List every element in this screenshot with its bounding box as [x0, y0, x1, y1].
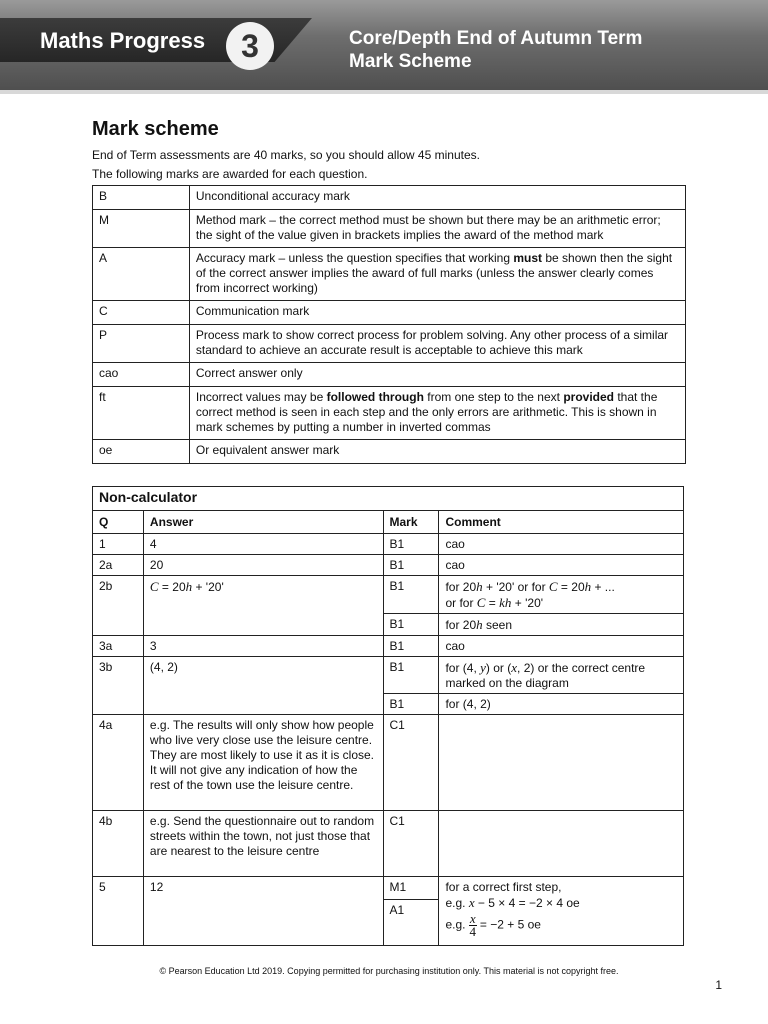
- intro-line-2: The following marks are awarded for each question.: [92, 167, 368, 181]
- mark-description: [189, 387, 685, 440]
- math-text: − 5 × 4 = −2 × 4 oe: [474, 896, 580, 910]
- math-text: + '20': [511, 596, 544, 610]
- mark-type-row: [93, 186, 686, 210]
- comment-line: [445, 579, 677, 595]
- mark-description: Unconditional accuracy mark: [189, 186, 685, 210]
- desc-text: be shown then the sight of the correct answer implies the award of full marks (unless the answer clearly comes from incorrect working): [195, 251, 673, 295]
- fraction-denominator: 4: [469, 924, 476, 939]
- math-text: ) or (: [485, 661, 512, 675]
- section-title-row: [93, 487, 684, 511]
- col-header-answer: Answer: [143, 511, 383, 534]
- cell-mark: M1: [383, 877, 439, 900]
- math-text: + ...: [591, 580, 615, 594]
- math-var: kh: [499, 595, 512, 610]
- col-header-comment: Comment: [439, 511, 684, 534]
- cell-q: 4b: [93, 811, 144, 877]
- math-text: = 20: [557, 580, 585, 594]
- page-number: 1: [715, 978, 722, 992]
- desc-bold: provided: [563, 390, 614, 404]
- math-var: h: [584, 579, 592, 594]
- math-var: h: [185, 579, 193, 594]
- cell-mark: B1: [383, 614, 439, 636]
- brand-title: Maths Progress: [40, 28, 206, 53]
- cell-mark: C1: [383, 811, 439, 877]
- comment-line: for a correct first step,: [445, 880, 562, 894]
- header-divider: [0, 90, 768, 94]
- mark-description: Communication mark: [189, 301, 685, 325]
- cell-comment: [439, 657, 684, 694]
- copyright-footer: © Pearson Education Ltd 2019. Copying permitted for purchasing institution only. This material is not copyright free.: [159, 966, 619, 976]
- cell-mark: B1: [383, 694, 439, 715]
- table-row: [93, 877, 684, 900]
- table-row: [93, 534, 684, 555]
- math-var: x: [468, 895, 475, 910]
- table-row: [93, 715, 684, 811]
- mark-code: M: [93, 210, 190, 248]
- mark-description: Process mark to show correct process for problem solving. Any other process of a similar standard to achieve an accurate result is acceptable to achieve this mark: [189, 325, 685, 363]
- mark-types-table: [92, 185, 686, 464]
- math-var: C: [476, 595, 486, 610]
- cell-comment: cao: [439, 534, 684, 555]
- table-row: [93, 555, 684, 576]
- math-text: e.g.: [445, 896, 469, 910]
- cell-comment: cao: [439, 555, 684, 576]
- math-text: + '20': [192, 580, 224, 594]
- fraction: [469, 913, 477, 938]
- math-text: =: [485, 596, 500, 610]
- intro-line-1: End of Term assessments are 40 marks, so you should allow 45 minutes.: [92, 148, 480, 162]
- cell-comment: [439, 614, 684, 636]
- cell-q: 2b: [93, 576, 144, 636]
- cell-answer: 12: [143, 877, 383, 946]
- mark-description: [189, 248, 685, 301]
- col-header-q: Q: [93, 511, 144, 534]
- noncalculator-table: [92, 486, 684, 946]
- cell-answer: e.g. Send the questionnaire out to random streets within the town, not just those that are nearest to the leisure centre: [143, 811, 383, 877]
- math-text: , 2) or the correct centre marked on the diagram: [445, 661, 646, 690]
- math-text: or for: [445, 596, 477, 610]
- math-text: = −2 + 5 oe: [476, 917, 541, 932]
- math-var: h: [476, 579, 483, 594]
- table-row: [93, 636, 684, 657]
- comment-line: [445, 895, 677, 911]
- mark-type-row: [93, 387, 686, 440]
- mark-type-row: [93, 363, 686, 387]
- desc-text: Accuracy mark – unless the question specifies that working: [195, 251, 514, 265]
- math-var: y: [480, 660, 486, 675]
- math-text: for 20: [445, 618, 477, 632]
- cell-mark: B1: [383, 555, 439, 576]
- cell-answer: e.g. The results will only show how people who live very close use the leisure centre. They are most likely to use it as it is close. It will not give any indication of how the rest of the town use the leisure centre.: [143, 715, 383, 811]
- math-var: x: [511, 660, 518, 675]
- title-line-2: Mark Scheme: [349, 51, 472, 72]
- book-number-badge: 3: [226, 22, 274, 70]
- mark-description: Method mark – the correct method must be shown but there may be an arithmetic error; the sight of the value given in brackets implies the award of the method mark: [189, 210, 685, 248]
- title-line-1: Core/Depth End of Autumn Term: [349, 28, 643, 49]
- desc-bold: followed through: [326, 390, 424, 404]
- comment-line: [445, 595, 677, 611]
- cell-mark: B1: [383, 576, 439, 614]
- math-text: + '20' or for: [482, 580, 549, 594]
- math-var: h: [476, 617, 483, 632]
- mark-code: ft: [93, 387, 190, 440]
- math-var: C: [149, 579, 159, 594]
- mark-type-row: [93, 440, 686, 464]
- document-title: [349, 27, 642, 73]
- cell-q: 1: [93, 534, 144, 555]
- table-row: [93, 657, 684, 694]
- math-text: for (4,: [445, 661, 481, 675]
- cell-q: 3a: [93, 636, 144, 657]
- mark-type-row: [93, 301, 686, 325]
- table-row: [93, 811, 684, 877]
- cell-comment: for (4, 2): [439, 694, 684, 715]
- cell-q: 4a: [93, 715, 144, 811]
- cell-mark: B1: [383, 657, 439, 694]
- page-header: [0, 0, 768, 90]
- cell-mark: B1: [383, 636, 439, 657]
- mark-code: cao: [93, 363, 190, 387]
- cell-q: 3b: [93, 657, 144, 715]
- mark-description: Or equivalent answer mark: [189, 440, 685, 464]
- mark-code: P: [93, 325, 190, 363]
- mark-description: Correct answer only: [189, 363, 685, 387]
- mark-type-row: [93, 325, 686, 363]
- fraction-numerator: x: [469, 911, 476, 926]
- col-header-mark: Mark: [383, 511, 439, 534]
- cell-comment: [439, 715, 684, 811]
- cell-answer: (4, 2): [143, 657, 383, 715]
- cell-comment: [439, 576, 684, 614]
- cell-q: 2a: [93, 555, 144, 576]
- section-title: Non-calculator: [93, 487, 684, 511]
- cell-answer: 20: [143, 555, 383, 576]
- math-text: seen: [482, 618, 512, 632]
- math-text: for 20: [445, 580, 477, 594]
- cell-answer: 4: [143, 534, 383, 555]
- desc-bold: must: [513, 251, 543, 265]
- math-text: e.g.: [445, 917, 469, 932]
- table-row: [93, 576, 684, 614]
- desc-text: Incorrect values may be: [195, 390, 327, 404]
- cell-comment: [439, 811, 684, 877]
- cell-answer: [143, 576, 383, 636]
- header-row: [93, 511, 684, 534]
- desc-text: that the correct method is seen in each step and the only errors are arithmetic. This is shown in mark schemes by putting a number in inverted commas: [195, 390, 658, 434]
- mark-code: B: [93, 186, 190, 210]
- mark-type-row: [93, 248, 686, 301]
- mark-code: C: [93, 301, 190, 325]
- cell-comment: [439, 877, 684, 946]
- cell-q: 5: [93, 877, 144, 946]
- desc-text: from one step to the next: [423, 390, 564, 404]
- mark-code: oe: [93, 440, 190, 464]
- cell-answer: 3: [143, 636, 383, 657]
- mark-type-row: [93, 210, 686, 248]
- math-var: C: [548, 579, 558, 594]
- cell-mark: C1: [383, 715, 439, 811]
- mark-code: A: [93, 248, 190, 301]
- cell-comment: cao: [439, 636, 684, 657]
- cell-mark: A1: [383, 900, 439, 946]
- comment-line: [445, 913, 677, 938]
- math-text: = 20: [158, 580, 186, 594]
- page-heading: Mark scheme: [92, 118, 219, 140]
- cell-mark: B1: [383, 534, 439, 555]
